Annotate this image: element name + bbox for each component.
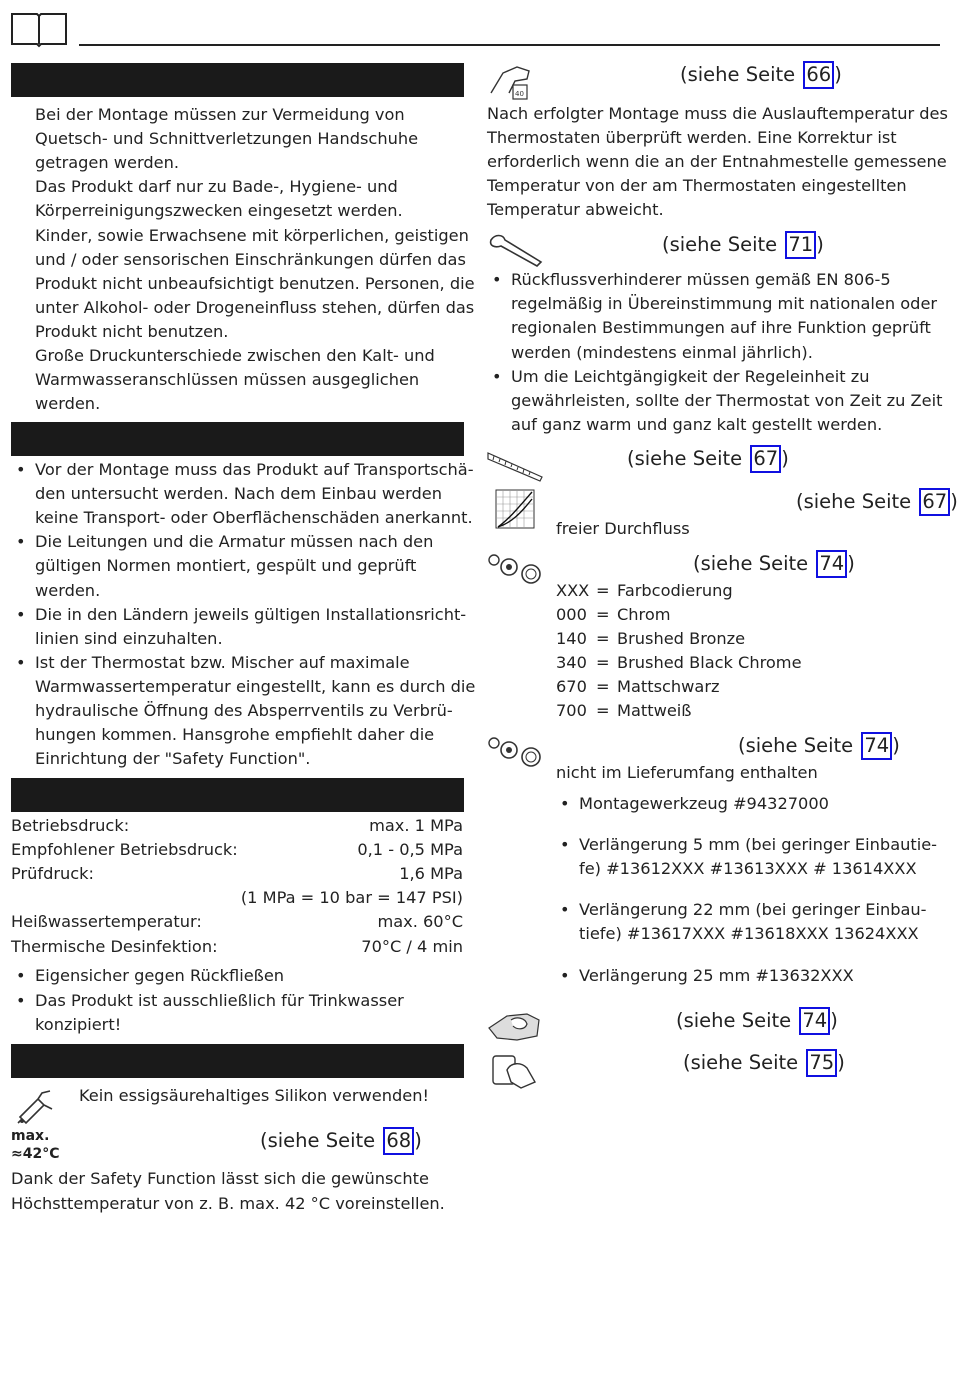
color-eq: = bbox=[596, 701, 610, 720]
hand-thermometer-icon bbox=[487, 63, 537, 103]
hand-operation-icon bbox=[491, 1048, 539, 1090]
temp-check-line: erforderlich wenn die an der Entnahmestelle gemessene bbox=[487, 152, 947, 172]
section-bar-technical bbox=[11, 778, 464, 812]
mount-bullet-line: werden. bbox=[35, 580, 101, 600]
mount-bullet-line: hungen kommen. Hansgrohe empfiehlt daher die bbox=[35, 725, 435, 745]
color-code: XXX bbox=[556, 581, 590, 600]
ref-page-74a: (siehe Seite 74 ) bbox=[693, 550, 855, 578]
wrench-icon bbox=[487, 232, 545, 268]
mount-bullet-line: • Die Leitungen und die Armatur müssen nach den bbox=[35, 530, 433, 554]
color-eq: = bbox=[596, 605, 610, 624]
color-name: Mattschwarz bbox=[617, 677, 720, 696]
ruler-icon bbox=[486, 447, 544, 483]
safety-line: werden. bbox=[35, 394, 101, 414]
maint-bullet-line: • Um die Leichtgängigkeit der Regeleinheit zu bbox=[511, 365, 870, 389]
safety-line: Produkt nicht benutzen. bbox=[35, 321, 229, 341]
ref-page-75: (siehe Seite 75 ) bbox=[683, 1049, 845, 1077]
manual-book-icon bbox=[10, 10, 68, 48]
silicone-note: Kein essigsäurehaltiges Silikon verwenden! bbox=[79, 1086, 429, 1105]
page-link-66[interactable]: 66 bbox=[803, 61, 834, 89]
parts-icon bbox=[487, 552, 543, 588]
color-name: Farbcodierung bbox=[617, 581, 733, 600]
section-bar-mounting bbox=[11, 422, 464, 456]
color-name: Mattweiß bbox=[617, 701, 692, 720]
page-link-74c[interactable]: 74 bbox=[799, 1007, 830, 1035]
tech-bullet-line: • Eigensicher gegen Rückfließen bbox=[35, 964, 284, 988]
color-eq: = bbox=[596, 677, 610, 696]
color-eq: = bbox=[596, 629, 610, 648]
tech-label: Betriebsdruck: bbox=[11, 816, 130, 835]
accessory-line: • Montagewerkzeug #94327000 bbox=[579, 792, 829, 816]
safety-line: Große Druckunterschiede zwischen den Kalt- und bbox=[35, 346, 435, 365]
maint-bullet-line: • Rückflussverhinderer müssen gemäß EN 806-5 bbox=[511, 268, 891, 292]
tech-value: 0,1 - 0,5 MPa bbox=[357, 840, 463, 860]
safety-line: Körperreinigungszwecken eingesetzt werden. bbox=[35, 201, 403, 221]
header-rule bbox=[79, 44, 940, 46]
safety-line: Kinder, sowie Erwachsene mit körperlichen, geistigen bbox=[35, 225, 469, 245]
maint-bullet-line: regionalen Bestimmungen auf ihre Funktion geprüft bbox=[511, 318, 931, 338]
safety-line: Quetsch- und Schnittverletzungen Handschuhe bbox=[35, 129, 419, 149]
ref-page-66: (siehe Seite 66 ) bbox=[680, 61, 842, 89]
mount-bullet-line: • Vor der Montage muss das Produkt auf Transportschä- bbox=[35, 458, 474, 482]
accessory-line: fe) #13612XXX #13613XXX # 13614XXX bbox=[579, 859, 917, 878]
temp-check-line: Temperatur abweicht. bbox=[487, 200, 664, 220]
color-eq: = bbox=[596, 653, 610, 672]
maint-bullet-line: regelmäßig in Übereinstimmung mit nationalen oder bbox=[511, 294, 938, 314]
max-label: max. bbox=[11, 1128, 50, 1144]
svg-text:40: 40 bbox=[515, 90, 524, 98]
tech-bullet-line: • Das Produkt ist ausschließlich für Trinkwasser bbox=[35, 989, 404, 1013]
mount-bullet-line: • Ist der Thermostat bzw. Mischer auf maximale bbox=[35, 651, 410, 675]
page-link-67a[interactable]: 67 bbox=[750, 445, 781, 473]
maint-bullet-line: werden (mindestens einmal jährlich). bbox=[511, 342, 813, 362]
max-temp-label: ≈42°C bbox=[11, 1146, 60, 1162]
mount-bullet-line: den untersucht werden. Nach dem Einbau werden bbox=[35, 484, 442, 504]
safety-function-line: Höchsttemperatur von z. B. max. 42 °C voreinstellen. bbox=[11, 1194, 445, 1213]
safety-line: Bei der Montage müssen zur Vermeidung von bbox=[35, 105, 405, 124]
mount-bullet-line: linien sind einzuhalten. bbox=[35, 628, 223, 648]
accessory-line: • Verlängerung 5 mm (bei geringer Einbautie- bbox=[579, 833, 937, 857]
mount-bullet-line: keine Transport- oder Oberflächenschäden anerkannt. bbox=[35, 508, 473, 528]
safety-line: und / oder sensorischen Einschränkungen dürfen das bbox=[35, 249, 466, 269]
accessory-line: tiefe) #13617XXX #13618XXX 13624XXX bbox=[579, 924, 919, 943]
tech-value: 70°C / 4 min bbox=[361, 936, 463, 956]
mount-bullet-line: • Die in den Ländern jeweils gültigen Installationsricht- bbox=[35, 603, 466, 627]
tech-label: Heißwassertemperatur: bbox=[11, 912, 202, 932]
tech-value: max. 60°C bbox=[377, 912, 463, 932]
safety-line: Das Produkt darf nur zu Bade-, Hygiene- und bbox=[35, 177, 398, 197]
ref-page-67b: (siehe Seite 67 ) bbox=[796, 488, 958, 516]
color-code: 700 bbox=[556, 701, 587, 720]
tech-bullet-line: konzipiert! bbox=[35, 1015, 122, 1034]
page-link-75[interactable]: 75 bbox=[806, 1049, 837, 1077]
silicone-gun-icon bbox=[12, 1087, 60, 1127]
accessory-line: • Verlängerung 22 mm (bei geringer Einbau- bbox=[579, 898, 927, 922]
flow-diagram-icon bbox=[495, 489, 535, 529]
flow-text: freier Durchfluss bbox=[556, 519, 690, 538]
safety-line: unter Alkohol- oder Drogeneinfluss stehen, dürfen das bbox=[35, 297, 475, 317]
color-code: 340 bbox=[556, 653, 587, 672]
page-link-74a[interactable]: 74 bbox=[816, 550, 847, 578]
maint-bullet-line: gewährleisten, sollte der Thermostat von Zeit zu Zeit bbox=[511, 391, 943, 410]
tech-label: Prüfdruck: bbox=[11, 864, 95, 884]
ref-page-74c: (siehe Seite 74 ) bbox=[676, 1007, 838, 1035]
ref-page-74b: (siehe Seite 74 ) bbox=[738, 732, 900, 760]
accessory-line: • Verlängerung 25 mm #13632XXX bbox=[579, 964, 854, 988]
section-bar-safety bbox=[11, 63, 464, 97]
mount-bullet-line: gültigen Normen montiert, gespült und geprüft bbox=[35, 556, 417, 576]
tech-label: Thermische Desinfektion: bbox=[11, 936, 218, 956]
mount-bullet-line: Einrichtung der "Safety Function". bbox=[35, 749, 311, 769]
not-included-text: nicht im Lieferumfang enthalten bbox=[556, 763, 818, 782]
page-link-67b[interactable]: 67 bbox=[919, 488, 950, 516]
temp-check-line: Temperatur von der am Thermostaten eingestellten bbox=[487, 176, 907, 196]
mount-bullet-line: hydraulische Öffnung des Absperrventils zu Verbrü- bbox=[35, 701, 453, 720]
section-bar-symbols bbox=[11, 1044, 464, 1078]
safety-line: getragen werden. bbox=[35, 153, 180, 173]
tech-value: 1,6 MPa bbox=[399, 864, 463, 884]
page-link-74b[interactable]: 74 bbox=[861, 732, 892, 760]
safety-function-line: Dank der Safety Function lässt sich die gewünschte bbox=[11, 1169, 429, 1188]
color-name: Brushed Bronze bbox=[617, 629, 746, 648]
ref-page-71: (siehe Seite 71 ) bbox=[662, 231, 824, 259]
color-name: Chrom bbox=[617, 605, 671, 624]
page-link-68[interactable]: 68 bbox=[383, 1127, 414, 1155]
tech-label: Empfohlener Betriebsdruck: bbox=[11, 840, 238, 860]
page-link-71[interactable]: 71 bbox=[785, 231, 816, 259]
color-code: 670 bbox=[556, 677, 587, 696]
color-code: 000 bbox=[556, 605, 587, 624]
parts-icon-2 bbox=[487, 735, 543, 771]
tech-value: (1 MPa = 10 bar = 147 PSI) bbox=[240, 888, 463, 908]
color-code: 140 bbox=[556, 629, 587, 648]
tech-value: max. 1 MPa bbox=[369, 816, 463, 835]
ref-page-67a: (siehe Seite 67 ) bbox=[627, 445, 789, 473]
safety-line: Produkt nicht unbeaufsichtigt benutzen. Personen, die bbox=[35, 273, 475, 293]
mount-bullet-line: Warmwassertemperatur eingestellt, kann es durch die bbox=[35, 676, 476, 696]
temp-check-line: Thermostaten überprüft werden. Eine Korrektur ist bbox=[487, 128, 897, 148]
maint-bullet-line: auf ganz warm und ganz kalt gestellt werden. bbox=[511, 415, 883, 435]
cleaning-cloth-icon bbox=[487, 1008, 543, 1044]
safety-line: Warmwasseranschlüssen müssen ausgeglichen bbox=[35, 370, 420, 390]
color-name: Brushed Black Chrome bbox=[617, 653, 802, 672]
color-eq: = bbox=[596, 581, 610, 600]
ref-page-68: (siehe Seite 68 ) bbox=[260, 1127, 422, 1155]
temp-check-line: Nach erfolgter Montage muss die Auslauftemperatur des bbox=[487, 104, 948, 123]
